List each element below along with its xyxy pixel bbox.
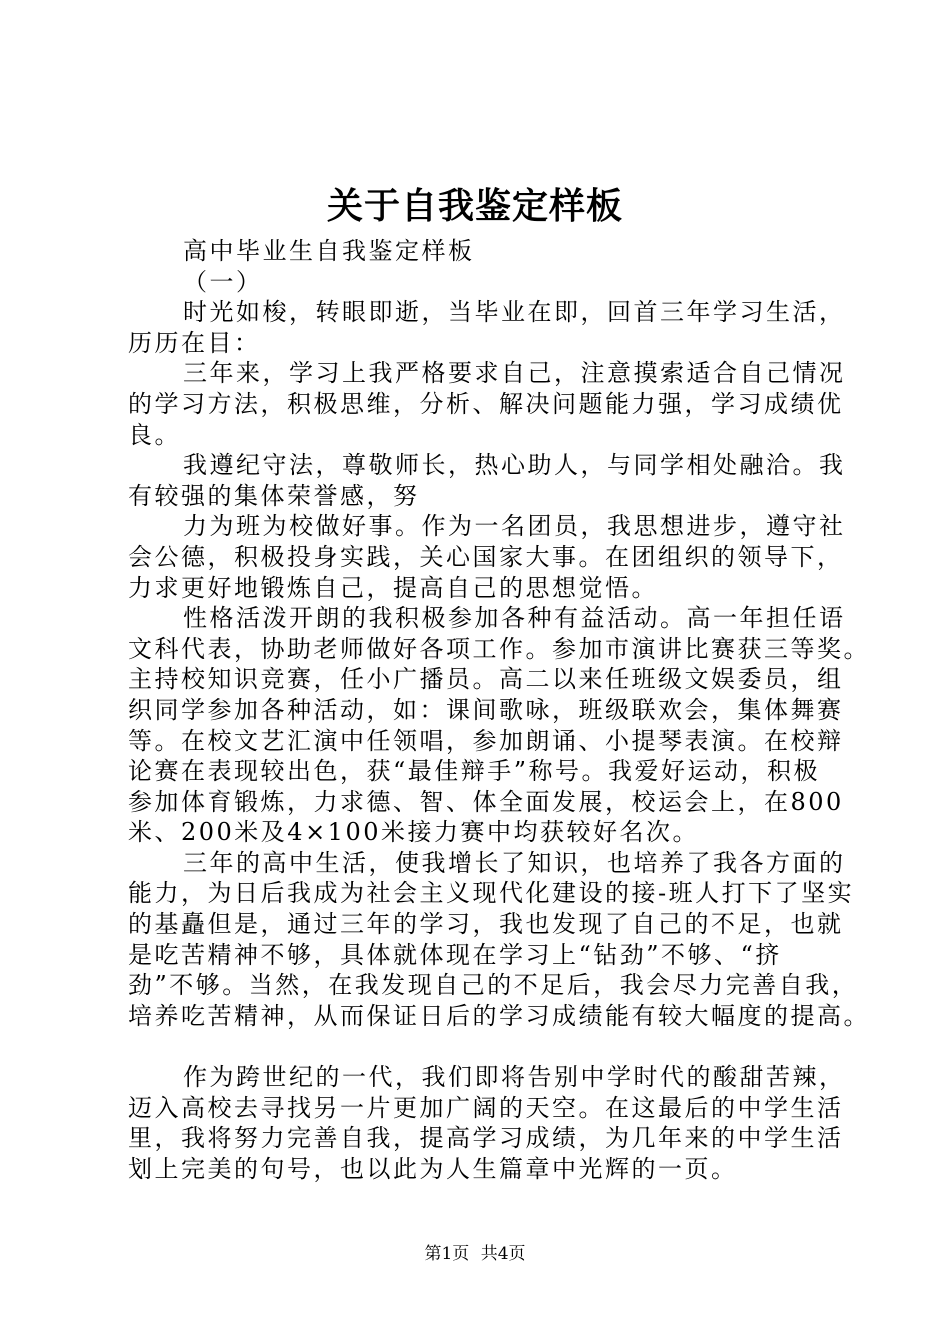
- paragraph-line: 三年来，学习上我严格要求自己，注意摸索适合自己情况: [183, 359, 846, 388]
- paragraph-line: 的基矗但是，通过三年的学习，我也发现了自己的不足，也就: [128, 910, 844, 939]
- paragraph-line: 培养吃苦精神，从而保证日后的学习成绩能有较大幅度的提高。: [128, 1001, 870, 1030]
- paragraph-line: 我遵纪守法，尊敬师长，热心助人，与同学相处融洽。我: [183, 451, 846, 480]
- paragraph-line: 能力，为日后我成为社会主义现代化建设的接-班人打下了坚实: [128, 879, 855, 908]
- paragraph-line: 是吃苦精神不够，具体就体现在学习上“钻劲”不够、“挤: [128, 940, 782, 969]
- paragraph-line: 会公德，积极投身实践，关心国家大事。在团组织的领导下，: [128, 542, 844, 571]
- section-number-line: （一）: [183, 267, 263, 296]
- paragraph-line: 米、200米及4×100米接力赛中均获较好名次。: [128, 818, 699, 847]
- paragraph-line: 历历在目：: [128, 328, 261, 357]
- paragraph-line: 力求更好地锻炼自己，提高自己的思想觉悟。: [128, 573, 658, 602]
- paragraph-line: 等。在校文艺汇演中任领唱，参加朗诵、小提琴表演。在校辩: [128, 726, 844, 755]
- paragraph-line: 迈入高校去寻找另一片更加广阔的天空。在这最后的中学生活: [128, 1093, 844, 1122]
- document-body: [128, 236, 870, 1184]
- paragraph-line: 文科代表，协助老师做好各项工作。参加市演讲比赛获三等奖。: [128, 634, 870, 663]
- paragraph-gap: [128, 1031, 852, 1062]
- paragraph-line: 性格活泼开朗的我积极参加各种有益活动。高一年担任语: [183, 604, 846, 633]
- subtitle-line: 高中毕业生自我鉴定样板: [183, 237, 475, 265]
- paragraph-line: 里，我将努力完善自我，提高学习成绩，为几年来的中学生活: [128, 1124, 844, 1153]
- paragraph-line: 主持校知识竞赛，任小广播员。高二以来任班级文娱委员，组: [128, 665, 844, 694]
- paragraph-line: 作为跨世纪的一代，我们即将告别中学时代的酸甜苦辣，: [183, 1063, 846, 1092]
- paragraph-line: 有较强的集体荣誉感，努: [128, 481, 420, 510]
- paragraph-line: 的学习方法，积极思维，分析、解决问题能力强，学习成绩优: [128, 389, 844, 418]
- paragraph-line: 参加体育锻炼，力求德、智、体全面发展，校运会上，在800: [128, 787, 844, 816]
- document-title: 关于自我鉴定样板: [326, 186, 623, 227]
- page-footer: 第1页 共4页: [424, 1244, 526, 1264]
- paragraph-line: 论赛在表现较出色，获“最佳辩手”称号。我爱好运动，积极: [128, 757, 821, 786]
- paragraph-line: 三年的高中生活，使我增长了知识，也培养了我各方面的: [183, 848, 846, 877]
- paragraph-line: 良。: [128, 420, 181, 449]
- paragraph-line: 织同学参加各种活动，如：课间歌咏，班级联欢会，集体舞赛: [128, 695, 844, 724]
- paragraph-line: 力为班为校做好事。作为一名团员，我思想进步，遵守社: [183, 512, 846, 541]
- paragraph-line: 劲”不够。当然，在我发现自己的不足后，我会尽力完善自我，: [128, 971, 859, 1000]
- paragraph-line: 划上完美的句号，也以此为人生篇章中光辉的一页。: [128, 1154, 738, 1183]
- paragraph-line: 时光如梭，转眼即逝，当毕业在即，回首三年学习生活，: [183, 298, 846, 327]
